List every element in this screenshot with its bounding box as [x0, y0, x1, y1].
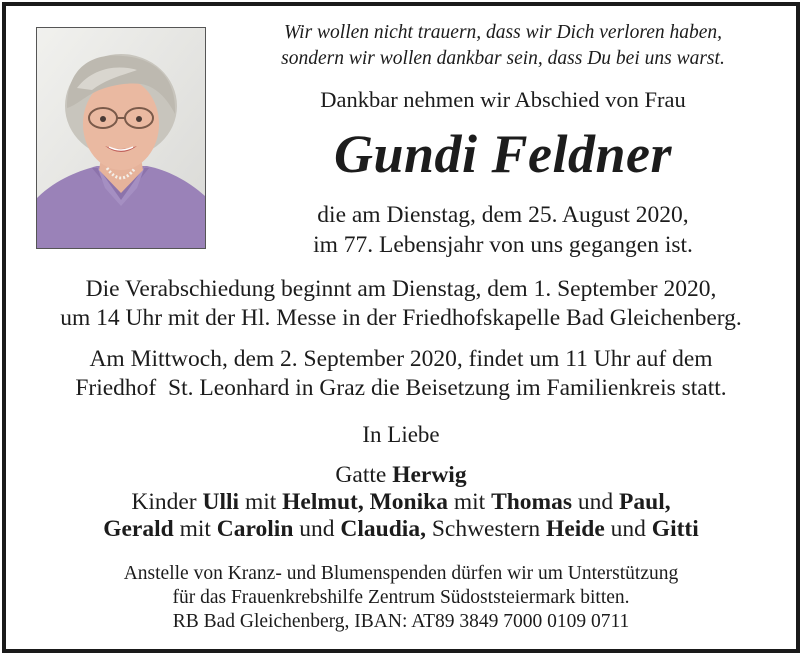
- death-date-text: [218, 200, 788, 260]
- family-connector-text: und: [572, 489, 620, 515]
- family-line: [6, 489, 796, 516]
- portrait-photo: [36, 27, 206, 249]
- farewell-info: [6, 275, 796, 333]
- donation-line: für das Frauenkrebshilfe Zentrum Südoststeiermark bitten.: [172, 587, 630, 608]
- family-connector-text: Schwestern: [425, 516, 547, 542]
- family-connector-text: Kinder: [131, 489, 203, 515]
- family-member-name: Paul,: [619, 489, 671, 515]
- family-member-name: Carolin: [216, 516, 294, 542]
- family-connector-text: mit: [447, 489, 492, 515]
- motto-line: Wir wollen nicht trauern, dass wir Dich verloren haben,: [284, 22, 722, 43]
- family-member-name: Ulli: [202, 489, 240, 515]
- burial-line: Friedhof St. Leonhard in Graz die Beisetzung im Familienkreis statt.: [75, 375, 727, 401]
- family-member-name: Heide: [546, 516, 605, 542]
- farewell-line: Die Verabschiedung beginnt am Dienstag, dem 1. September 2020,: [85, 276, 717, 302]
- farewell-line: um 14 Uhr mit der Hl. Messe in der Friedhofskapelle Bad Gleichenberg.: [60, 305, 742, 331]
- donation-line: Anstelle von Kranz- und Blumenspenden dürfen wir um Unterstützung: [123, 563, 679, 584]
- family-connector-text: und: [293, 516, 341, 542]
- donation-note: [6, 562, 796, 634]
- family-member-name: Herwig: [392, 462, 467, 488]
- bank-details: RB Bad Gleichenberg, IBAN: AT89 3849 7000 0109 0711: [172, 611, 630, 632]
- family-line: [6, 516, 796, 543]
- family-line: [6, 462, 796, 489]
- deceased-name: Gundi Feldner: [333, 124, 673, 184]
- death-line: im 77. Lebensjahr von uns gegangen ist.: [313, 232, 693, 258]
- motto-line: sondern wir wollen dankbar sein, dass Du bei uns warst.: [281, 48, 725, 69]
- family-connector-text: mit: [239, 489, 283, 515]
- motto-quote: [218, 20, 788, 72]
- death-line: die am Dienstag, dem 25. August 2020,: [317, 202, 689, 228]
- family-mourners: [6, 462, 796, 543]
- family-member-name: Thomas: [491, 489, 573, 515]
- burial-line: Am Mittwoch, dem 2. September 2020, findet um 11 Uhr auf dem: [89, 346, 713, 372]
- portrait-illustration: [37, 28, 205, 248]
- family-connector-text: mit: [173, 516, 217, 542]
- family-member-name: Claudia,: [340, 516, 426, 542]
- family-connector-text: und: [604, 516, 652, 542]
- burial-info: [6, 345, 796, 403]
- in-love-text: In Liebe: [362, 422, 440, 447]
- family-member-name: Gitti: [651, 516, 699, 542]
- family-connector-text: Gatte: [335, 462, 393, 488]
- family-member-name: Helmut, Monika: [282, 489, 448, 515]
- obituary-notice: [2, 2, 800, 653]
- family-member-name: Gerald: [103, 516, 174, 542]
- intro-text: Dankbar nehmen wir Abschied von Frau: [320, 87, 686, 112]
